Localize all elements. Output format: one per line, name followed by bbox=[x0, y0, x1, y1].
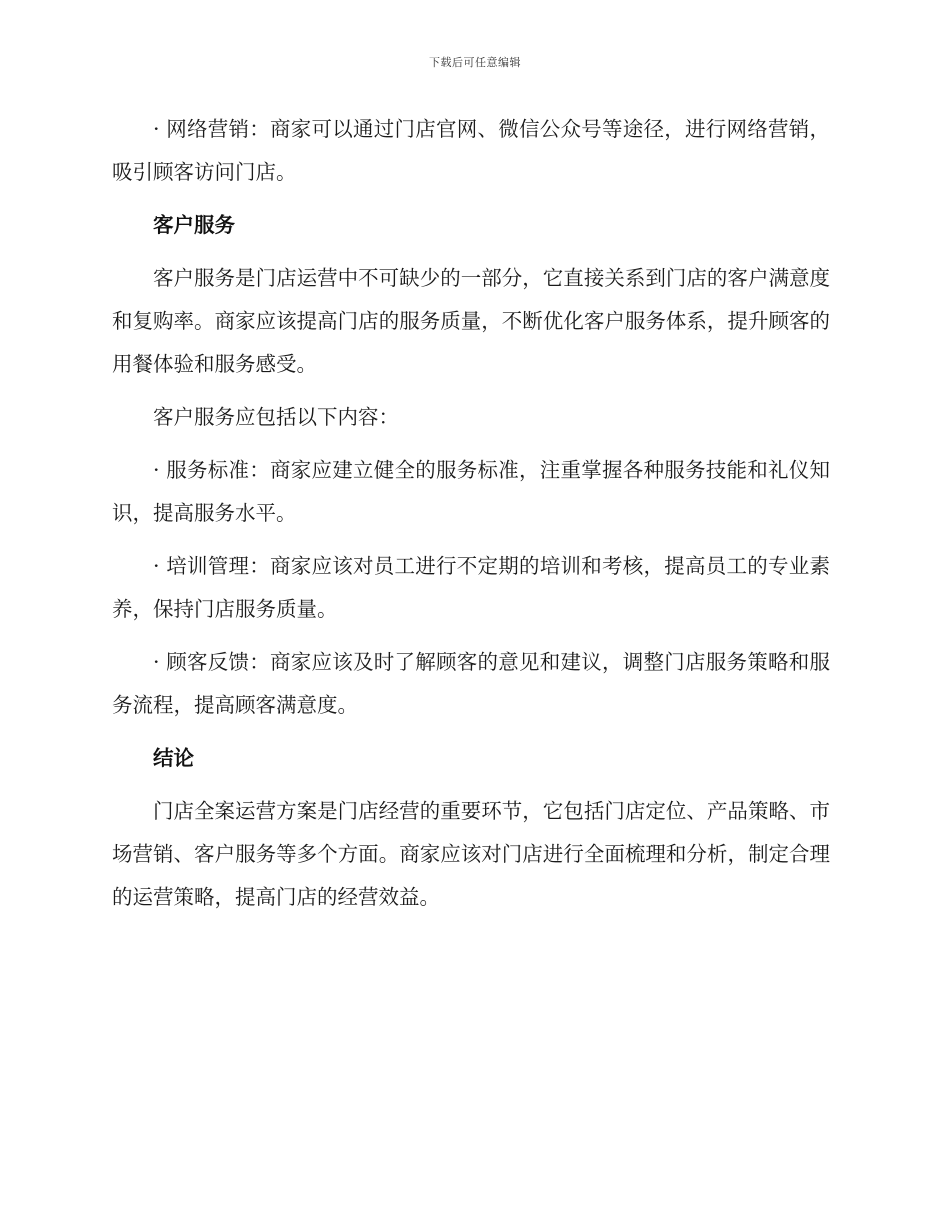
paragraph-customer-service-intro: 客户服务是门店运营中不可缺少的一部分，它直接关系到门店的客户满意度和复购率。商家应该提高门店的服务质量，不断优化客户服务体系，提升顾客的用餐体验和服务感受。 bbox=[112, 266, 830, 376]
paragraph-customer-service-contents: 客户服务应包括以下内容： bbox=[153, 405, 399, 429]
document-body bbox=[112, 108, 830, 919]
section-heading-customer-service: 客户服务 bbox=[153, 213, 235, 237]
paragraph-training-management: · 培训管理：商家应该对员工进行不定期的培训和考核，提高员工的专业素养，保持门店服务质量。 bbox=[112, 554, 830, 621]
page-header-note: 下载后可任意编辑 bbox=[429, 56, 521, 69]
section-heading-conclusion: 结论 bbox=[153, 746, 194, 770]
paragraph-network-marketing: · 网络营销：商家可以通过门店官网、微信公众号等途径，进行网络营销，吸引顾客访问门店。 bbox=[112, 117, 830, 184]
paragraph-conclusion: 门店全案运营方案是门店经营的重要环节，它包括门店定位、产品策略、市场营销、客户服务等多个方面。商家应该对门店进行全面梳理和分析，制定合理的运营策略，提高门店的经营效益。 bbox=[112, 799, 830, 909]
paragraph-service-standards: · 服务标准：商家应建立健全的服务标准，注重掌握各种服务技能和礼仪知识，提高服务水平。 bbox=[112, 458, 830, 525]
paragraph-customer-feedback: · 顾客反馈：商家应该及时了解顾客的意见和建议，调整门店服务策略和服务流程，提高顾客满意度。 bbox=[112, 650, 830, 717]
